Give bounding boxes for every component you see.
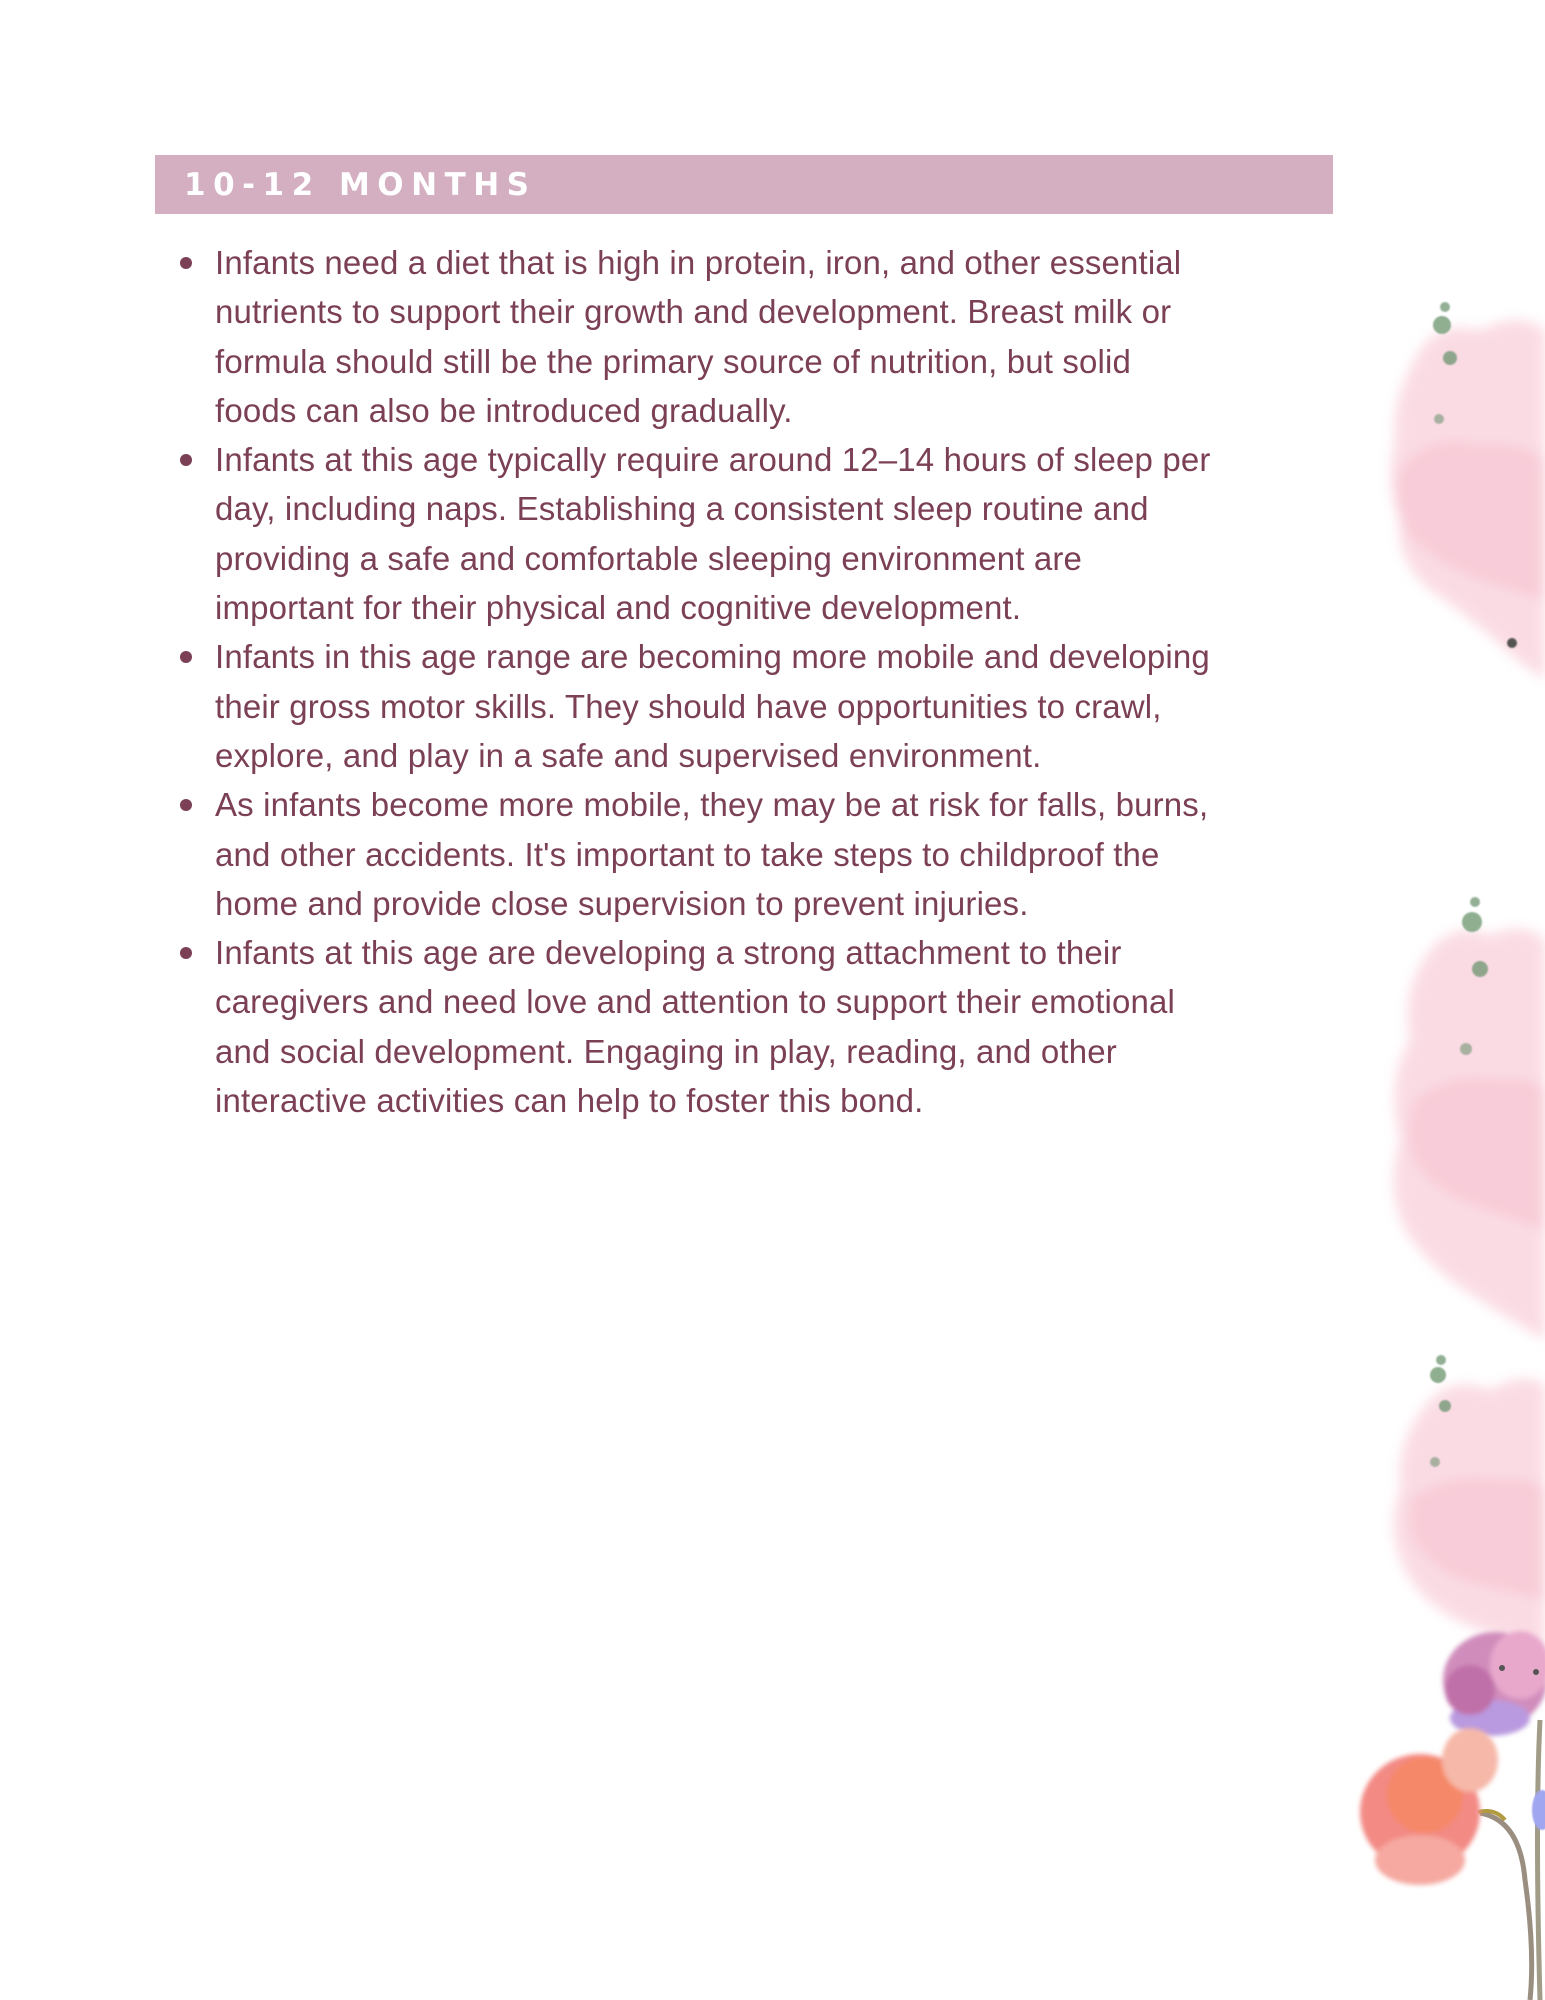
bullet-dot-icon bbox=[180, 947, 192, 959]
bullet-item-nutrition bbox=[170, 238, 1320, 435]
bullet-text-line: explore, and play in a safe and supervised environment. bbox=[215, 736, 1042, 774]
pink-wash-lower bbox=[1394, 1379, 1545, 1650]
bullet-dot-icon bbox=[180, 651, 192, 663]
sage-dots bbox=[1430, 302, 1517, 1467]
bullet-item-safety bbox=[170, 780, 1320, 928]
bullet-text-line: home and provide close supervision to prevent injuries. bbox=[215, 884, 1029, 922]
bullet-text-line: formula should still be the primary source of nutrition, but solid bbox=[215, 342, 1131, 380]
bullet-text-line: and other accidents. It's important to take steps to childproof the bbox=[215, 835, 1160, 873]
bullet-text-line: day, including naps. Establishing a consistent sleep routine and bbox=[215, 490, 1149, 528]
bullet-item-motor-skills bbox=[170, 632, 1320, 780]
watercolor-floral-decoration-icon bbox=[1345, 0, 1545, 2000]
pink-wash-top bbox=[1391, 320, 1545, 680]
bullet-text-line: important for their physical and cognitive development. bbox=[215, 589, 1022, 627]
bullet-text-line: foods can also be introduced gradually. bbox=[215, 391, 793, 429]
bullet-text-line: interactive activities can help to foster this bond. bbox=[215, 1082, 924, 1120]
bullet-text-line: Infants in this age range are becoming more mobile and developing bbox=[215, 638, 1210, 676]
bullet-text-line: Infants at this age are developing a strong attachment to their bbox=[215, 934, 1122, 972]
bullet-dot-icon bbox=[180, 257, 192, 269]
bullet-text-line: caregivers and need love and attention to support their emotional bbox=[215, 983, 1176, 1021]
bullet-text-line: nutrients to support their growth and development. Breast milk or bbox=[215, 293, 1172, 331]
pink-wash-middle bbox=[1394, 929, 1545, 1340]
bullet-dot-icon bbox=[180, 454, 192, 466]
bullet-text-line: As infants become more mobile, they may be at risk for falls, burns, bbox=[215, 786, 1209, 824]
bullet-text-line: providing a safe and comfortable sleeping environment are bbox=[215, 539, 1083, 577]
bullet-text-line: Infants need a diet that is high in protein, iron, and other essential bbox=[215, 244, 1182, 281]
flowers bbox=[1360, 1631, 1545, 2000]
bullet-item-attachment bbox=[170, 928, 1320, 1125]
section-header-bar bbox=[155, 155, 1333, 214]
bullet-text-line: their gross motor skills. They should have opportunities to crawl, bbox=[215, 687, 1162, 725]
bullet-text-line: and social development. Engaging in play, reading, and other bbox=[215, 1032, 1117, 1070]
section-title: 10-12 MONTHS bbox=[184, 167, 537, 203]
guidance-bullet-list bbox=[170, 238, 1320, 1125]
bullet-text-line: Infants at this age typically require around 12–14 hours of sleep per bbox=[215, 441, 1211, 479]
bullet-dot-icon bbox=[180, 799, 192, 811]
bullet-item-sleep bbox=[170, 435, 1320, 632]
